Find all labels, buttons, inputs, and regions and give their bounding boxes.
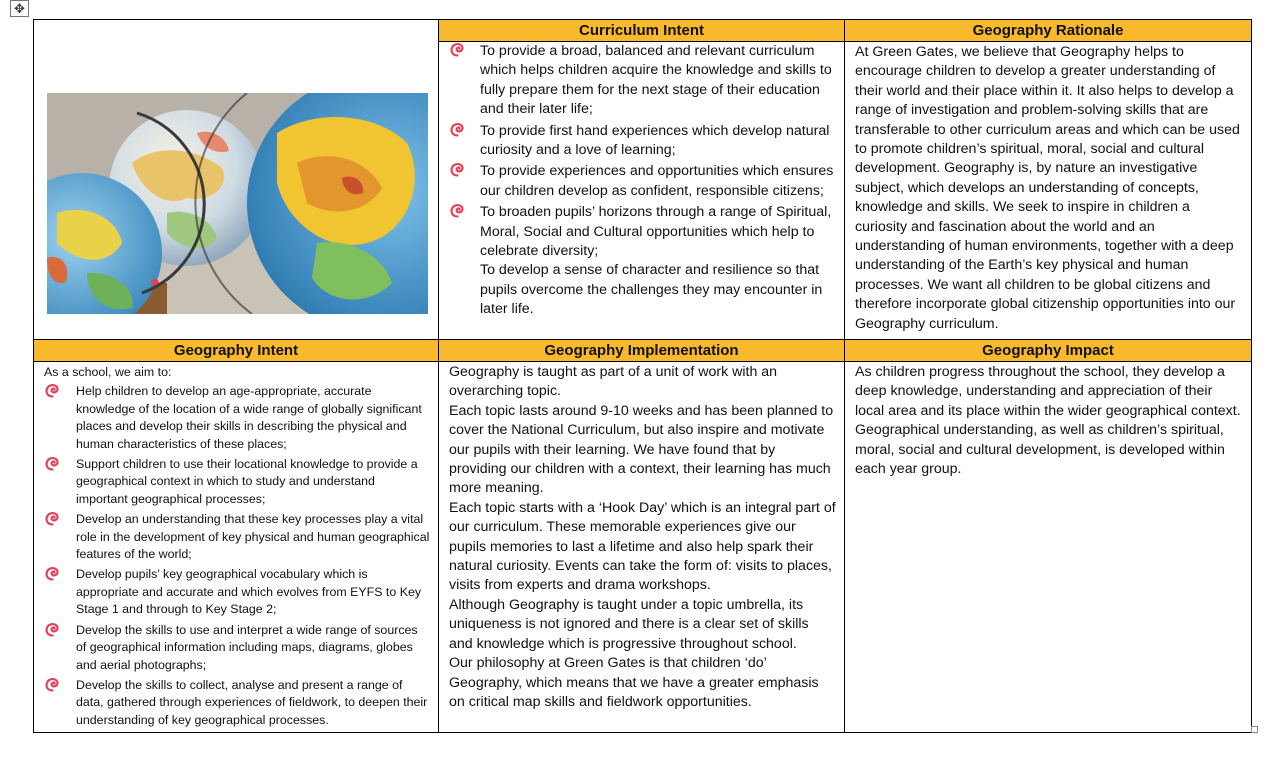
list-item [439, 162, 838, 201]
implementation-paragraph: Geography is taught as part of a unit of work with an overarching topic. [449, 364, 778, 400]
geography-intent-list [44, 383, 430, 729]
list-item [439, 42, 838, 120]
list-item [439, 122, 838, 161]
swirl-icon [44, 565, 61, 582]
swirl-icon [44, 676, 61, 693]
list-item [44, 622, 430, 674]
curriculum-intent-list [439, 42, 844, 320]
implementation-paragraph: Although Geography is taught under a topic umbrella, its uniqueness is not ignored and there is a clear set of skills and knowledge which is progressive throughout school. [449, 596, 809, 652]
list-item-text: To provide first hand experiences which develop natural curiosity and a love of learning; [480, 122, 830, 159]
list-item-text: To provide experiences and opportunities which ensures our children develop as confident, responsible citizens; [480, 163, 834, 199]
table-resize-handle[interactable] [1251, 726, 1258, 733]
swirl-icon [449, 161, 466, 178]
geography-implementation-cell [439, 340, 845, 733]
curriculum-intent-heading: Curriculum Intent [439, 20, 844, 42]
list-item [439, 261, 838, 319]
geography-rationale-cell [845, 20, 1252, 340]
geography-impact-heading: Geography Impact [845, 340, 1251, 362]
globe-image-cell [34, 20, 439, 340]
geography-rationale-text: At Green Gates, we believe that Geography helps to encourage children to develop a greater understanding of their world and their place within it. It also helps to develop a range of investigation and problem-solving skills that are transferable to other curriculum areas and which can be used to promote children’s spiritual, moral, social and cultural development. Geography is, by nature an investigative subject, which develops an understanding of concepts, knowledge and skills. We seek to inspire in children a curiosity and fascination about the world and an understanding of human environments, together with a deep understanding of the Earth’s key physical and human processes. We want all children to be global citizens and therefore incorporate global citizenship opportunities into our Geography curriculum. [855, 44, 1240, 332]
implementation-paragraph: Each topic lasts around 9-10 weeks and has been planned to cover the National Curriculum, but also inspire and motivate our pupils with their learning. We have found that by providing our children with a context, their learning has much more meaning. [449, 402, 834, 497]
geography-rationale-heading: Geography Rationale [845, 20, 1251, 42]
list-item-text: To develop a sense of character and resilience so that pupils overcome the challenges they may encounter in later life. [480, 262, 823, 318]
list-item [44, 511, 430, 563]
swirl-icon [44, 382, 61, 399]
geography-implementation-heading: Geography Implementation [439, 340, 844, 362]
geography-intent-cell [34, 340, 439, 733]
list-item-text: To broaden pupils’ horizons through a range of Spiritual, Moral, Social and Cultural opportunities which help to celebrate diversity; [480, 204, 832, 260]
implementation-paragraph: Each topic starts with a ‘Hook Day’ which is an integral part of our curriculum. These memorable experiences give our pupils memories to last a lifetime and also help spark their natural curiosity. Events can take the form of: visits to places, visits from experts and drama workshops. [449, 499, 836, 594]
globes-illustration [47, 93, 428, 314]
list-item [44, 677, 430, 729]
list-item-text: Support children to use their locational knowledge to provide a geographical context in which to study and understand important geographical processes; [76, 457, 418, 506]
geography-intent-lead: As a school, we aim to: [44, 365, 172, 379]
geography-intent-heading: Geography Intent [34, 340, 438, 362]
list-item [44, 566, 430, 618]
geography-impact-text: As children progress throughout the school, they develop a deep knowledge, understanding and appreciation of their local area and its place within the wider geographical context. Geographical understanding, as well as children’s spiritual, moral, social and cultural development, is developed within each year group. [855, 364, 1241, 478]
curriculum-intent-cell [439, 20, 845, 340]
swirl-icon [44, 455, 61, 472]
implementation-paragraph: Our philosophy at Green Gates is that children ‘do’ Geography, which means that we have a greater emphasis on critical map skills and fieldwork opportunities. [449, 655, 819, 710]
table-move-handle-icon[interactable]: ✥ [10, 0, 29, 17]
swirl-icon [449, 202, 466, 219]
list-item-text: Help children to develop an age-appropriate, accurate knowledge of the location of a wide range of globally significant places and develop their skills in describing the physical and human characteristics of these places; [76, 384, 422, 451]
geography-impact-cell [845, 340, 1252, 733]
globes-photo [47, 93, 428, 314]
list-item-text: Develop the skills to collect, analyse and present a range of data, gathered through experiences of fieldwork, to deepen their understanding of key geographical processes. [76, 677, 428, 727]
curriculum-table [33, 19, 1252, 733]
list-item [439, 203, 838, 261]
list-item-text: Develop an understanding that these key processes play a vital role in the development of key physical and human geographical features of the world; [76, 512, 430, 562]
list-item-text: Develop the skills to use and interpret a wide range of sources of geographical information including maps, diagrams, globes and aerial photographs; [76, 622, 418, 672]
swirl-icon [449, 121, 466, 138]
list-item [44, 383, 430, 453]
swirl-icon [449, 41, 466, 58]
list-item-text: Develop pupils’ key geographical vocabulary which is appropriate and accurate and which evolves from EYFS to Key Stage 1 and through to Key Stage 2; [76, 567, 422, 617]
swirl-icon [44, 510, 61, 527]
list-item-text: To provide a broad, balanced and relevant curriculum which helps children acquire the knowledge and skills to fully prepare them for the next stage of their education and their later life; [480, 43, 832, 118]
swirl-icon [44, 621, 61, 638]
list-item [44, 456, 430, 508]
